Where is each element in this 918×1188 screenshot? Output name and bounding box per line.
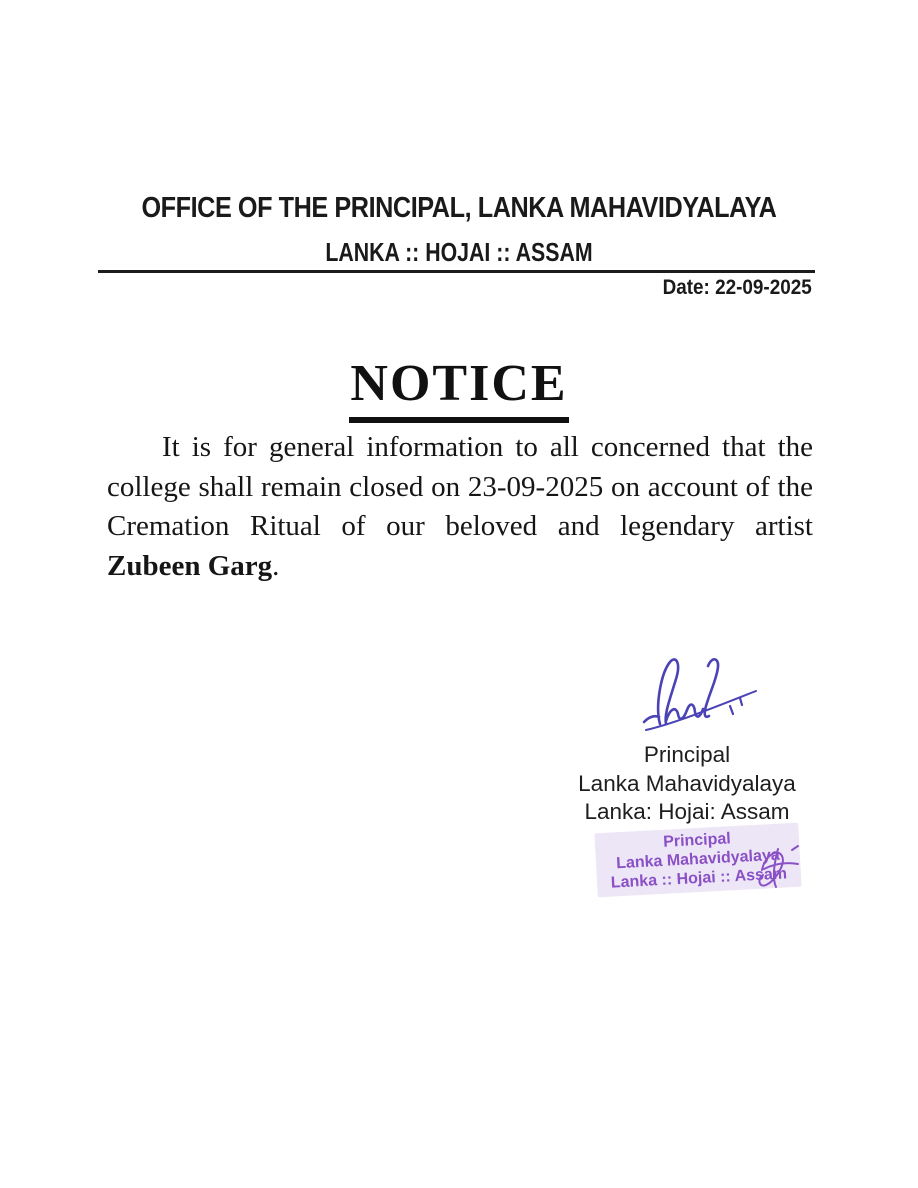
office-header-text: OFFICE OF THE PRINCIPAL, LANKA MAHAVIDYALAYA — [141, 192, 777, 224]
office-header-line — [0, 192, 918, 225]
signatory-institution: Lanka Mahavidyalaya — [578, 770, 796, 796]
notice-title-row — [0, 357, 918, 423]
signatory-block — [570, 741, 804, 827]
header-divider-line — [98, 270, 815, 273]
signatory-address: Lanka: Hojai: Assam — [584, 799, 790, 824]
date-line — [646, 276, 812, 300]
signatory-title: Principal — [643, 742, 731, 767]
date-text: Date: 22-09-2025 — [662, 276, 812, 299]
stamp-line-title: Principal — [662, 830, 732, 851]
notice-highlight-name: Zubeen Garg — [107, 549, 273, 582]
notice-body-paragraph — [107, 428, 813, 586]
principal-signature-ink — [634, 646, 766, 748]
notice-body-text: It is for general information to all concerned that the college shall remain closed on 23-09-2025 on account of the Cremation Ritual of our beloved and legendary artist — [107, 431, 813, 542]
stamp-line-address: Lanka :: Hojai :: Assam — [610, 865, 788, 892]
notice-title: NOTICE — [349, 357, 568, 423]
stamp-initials-scribble — [748, 840, 804, 892]
location-header-line — [0, 237, 918, 268]
notice-body-terminator: . — [272, 549, 280, 582]
stamp-line-institution: Lanka Mahavidyalaya — [615, 846, 781, 873]
location-header-text: LANKA :: HOJAI :: ASSAM — [325, 237, 593, 267]
